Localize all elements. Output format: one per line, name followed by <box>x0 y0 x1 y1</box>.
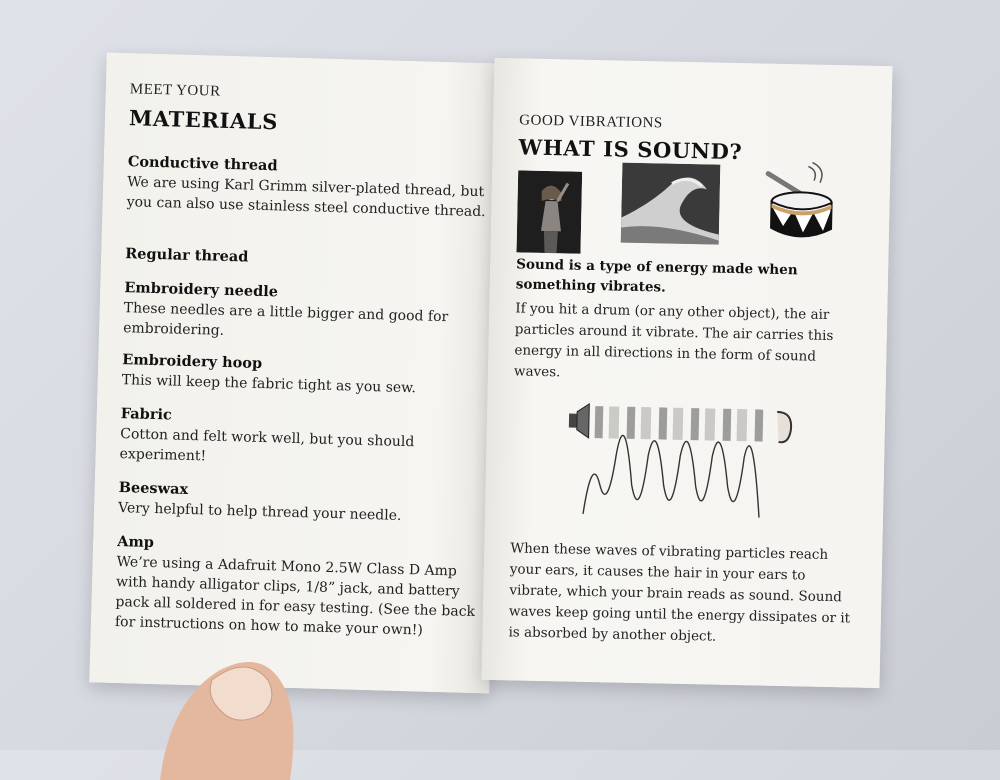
material-description: These needles are a little bigger and good for embroidering. <box>122 300 449 339</box>
sine-wave <box>583 435 761 518</box>
material-name: Conductive thread <box>127 153 278 175</box>
sound-wave-diagram <box>563 393 806 526</box>
material-name: Fabric <box>120 405 173 424</box>
ear-icon <box>777 412 792 443</box>
material-item <box>115 533 478 642</box>
material-item <box>121 351 482 400</box>
drum-illustration <box>763 160 841 248</box>
right-kicker: GOOD VIBRATIONS <box>519 112 663 132</box>
material-item <box>119 405 481 474</box>
right-title: WHAT IS SOUND? <box>518 134 743 165</box>
paragraph-ears: When these waves of vibrating particles reach your ears, it causes the hair in your ears to vibrate, which your brain reads as sound. Sound waves keep going until the energy dissipates or it is absorbed by another object. <box>508 540 851 645</box>
singer-photo <box>516 170 582 253</box>
ocean-wave-photo <box>621 163 721 245</box>
material-item <box>118 479 479 528</box>
material-name: Embroidery needle <box>124 279 279 301</box>
material-item <box>126 153 488 222</box>
sound-definition: Sound is a type of energy made when something vibrates. <box>515 256 798 296</box>
thumb <box>150 640 340 780</box>
left-page <box>89 53 506 694</box>
left-title: MATERIALS <box>128 105 279 135</box>
material-description: We are using Karl Grimm silver-plated thread, but you can also use stainless steel conductive thread. <box>126 174 486 221</box>
paragraph-drum: If you hit a drum (or any other object), the air particles around it vibrate. The air carries this energy in all directions in the form of sound waves. <box>513 300 834 381</box>
material-item <box>125 245 485 274</box>
material-name: Embroidery hoop <box>122 351 263 372</box>
left-kicker: MEET YOUR <box>129 81 221 100</box>
material-item <box>123 279 485 348</box>
right-page <box>482 58 893 688</box>
material-description: We’re using a Adafruit Mono 2.5W Class D Amp with handy alligator clips, 1/8” jack, and battery pack all soldered in for easy testing. (See the back for instructions on how to make your own!) <box>114 554 476 639</box>
material-description: This will keep the fabric tight as you sew. <box>121 372 417 397</box>
material-name: Regular thread <box>125 245 249 266</box>
material-name: Amp <box>116 533 155 552</box>
particle-band <box>595 406 764 442</box>
material-name: Beeswax <box>118 479 189 498</box>
material-description: Cotton and felt work well, but you should experiment! <box>119 426 415 465</box>
speaker-icon <box>569 404 590 438</box>
material-description: Very helpful to help thread your needle. <box>117 500 402 524</box>
